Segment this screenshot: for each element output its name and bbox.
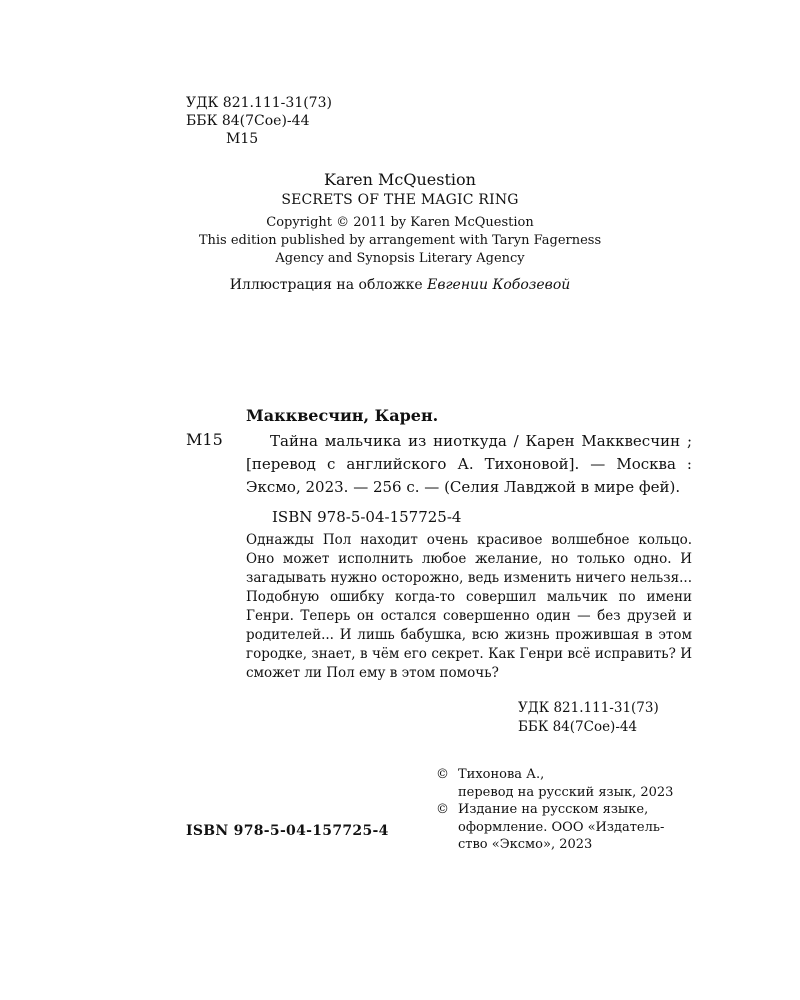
edition-copyright <box>436 801 673 854</box>
edition-copyright-line1: Издание на русском языке, <box>458 802 649 817</box>
copyright-notices <box>436 766 673 854</box>
edition-copyright-line2: оформление. ООО «Издатель- <box>458 819 665 835</box>
record-description-rest: Макквесчин ; [перевод с английского А. Тихоновой]. — Москва : Эксмо, 2023. — 256 с. — (Селия Лавджой в мире фей). <box>246 432 692 496</box>
illustration-artist: Евгении Кобозевой <box>427 277 571 293</box>
edition-note-line2: Agency and Synopsis Literary Agency <box>275 251 525 266</box>
index-udk: УДК 821.111-31(73) <box>518 700 659 716</box>
edition-note-line1: This edition published by arrangement with Taryn Fagerness <box>198 233 602 248</box>
annotation <box>246 531 692 683</box>
udk-code: УДК 821.111-31(73) <box>186 95 332 111</box>
record-isbn: ISBN 978-5-04-157725-4 <box>272 508 462 526</box>
translation-copyright-line2: перевод на русский язык, 2023 <box>458 784 674 800</box>
illustration-credit <box>0 277 800 293</box>
edition-copyright-line3: ство «Эксмо», 2023 <box>458 837 593 852</box>
annotation-text: Однажды Пол находит очень красивое волшебное кольцо. Оно может исполнить любое желание, но только одно. И загадывать нужно осторожно, ведь изменить ничего нельзя... Подобную ошибку когда-то совершил мальчик по имени Генри. Теперь он остался совершенно один — без друзей и родителей... И лишь бабушка, всю жизнь прожившая в этом городке, знает, в чём его секрет. Как Генри всё исправить? И сможет ли Пол ему в этом помочь? <box>246 532 692 681</box>
translation-copyright <box>436 766 673 801</box>
illustration-label: Иллюстрация на обложке <box>229 277 423 293</box>
translation-copyright-line1: Тихонова А., <box>458 767 545 782</box>
copyright-sign: © <box>436 802 449 817</box>
original-copyright: Copyright © 2011 by Karen McQuestion <box>266 215 534 230</box>
record-description <box>246 430 692 499</box>
isbn-bottom: ISBN 978-5-04-157725-4 <box>186 823 389 839</box>
record-author-mark: М15 <box>186 430 223 449</box>
original-title: SECRETS OF THE MAGIC RING <box>281 192 519 208</box>
original-copyright-block <box>0 214 800 268</box>
author-mark: М15 <box>226 131 259 147</box>
record-author-heading: Макквесчин, Карен. <box>246 406 439 425</box>
index-bbk: ББК 84(7Сое)-44 <box>518 719 638 735</box>
bbk-code: ББК 84(7Сое)-44 <box>186 113 310 129</box>
classification-block <box>186 94 332 148</box>
original-author: Karen McQuestion <box>324 170 476 189</box>
record-description-line1: Тайна мальчика из ниоткуда / Карен <box>270 432 575 450</box>
copyright-sign: © <box>436 767 449 782</box>
